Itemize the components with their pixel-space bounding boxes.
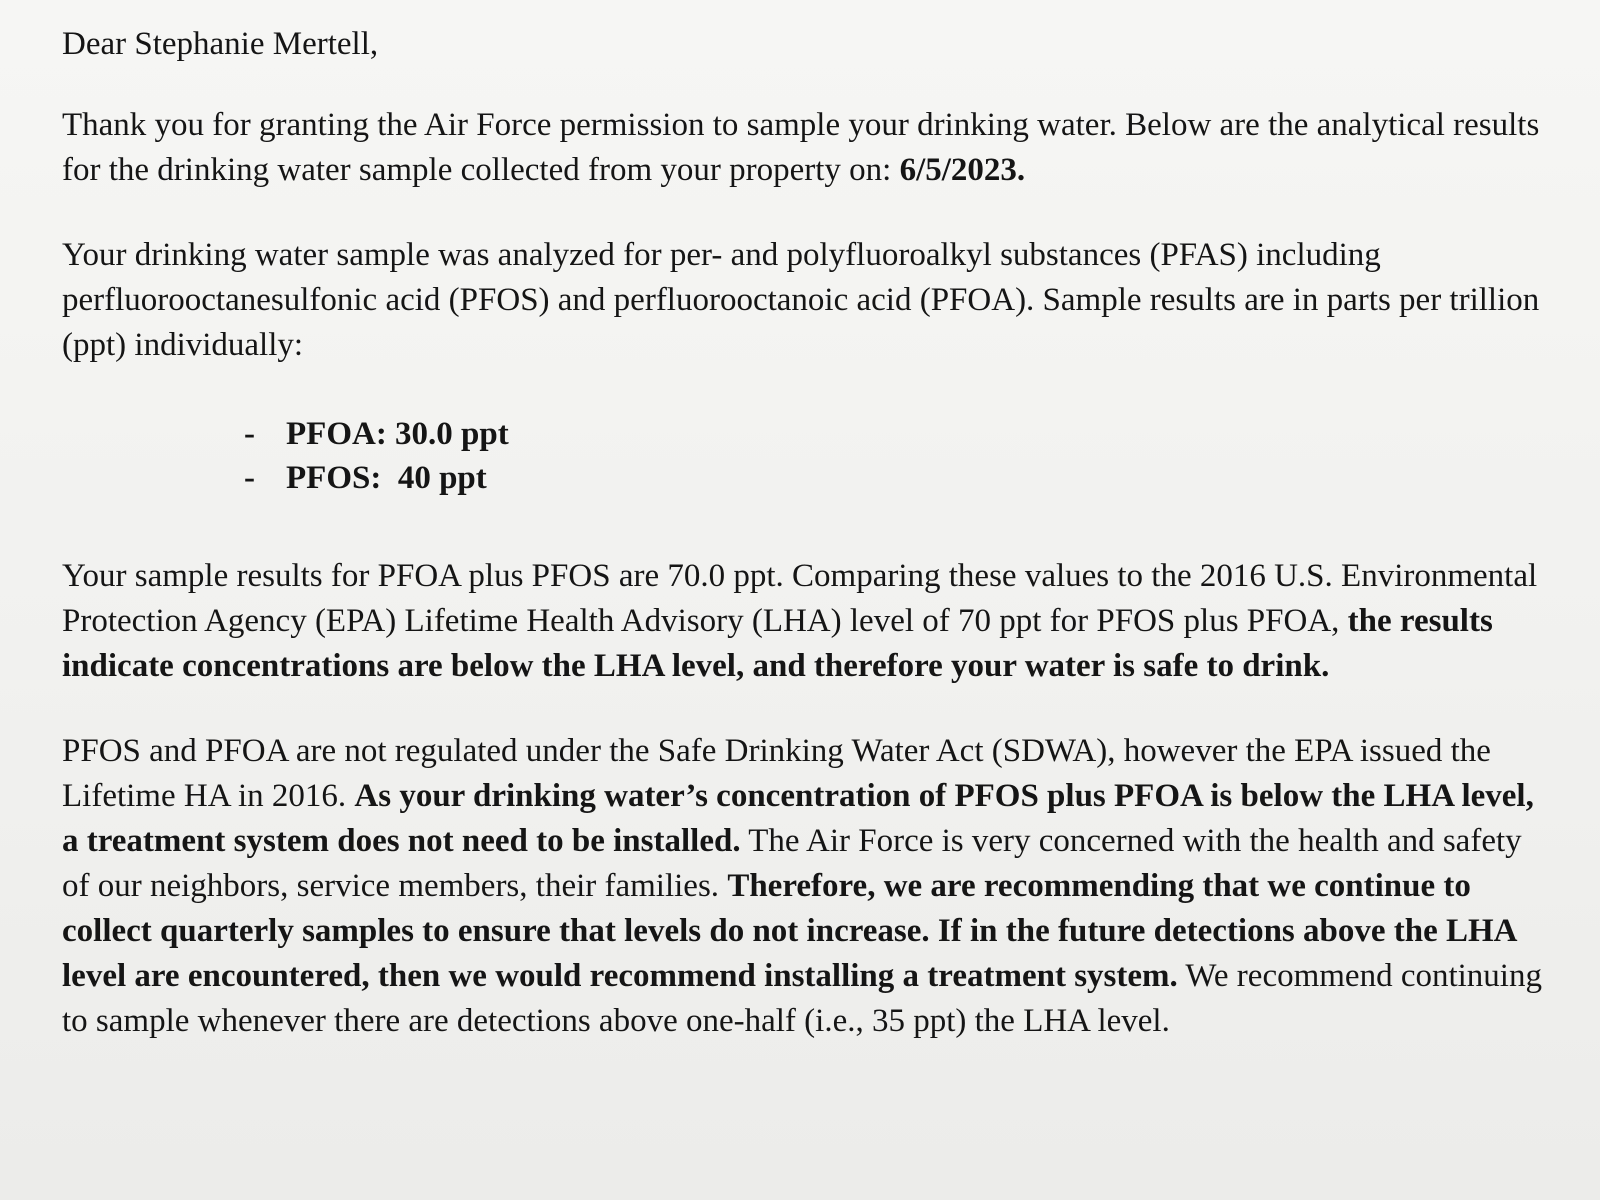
intro-paragraph	[62, 103, 1552, 193]
analysis-paragraph: Your drinking water sample was analyzed for per- and polyfluoroalkyl substances (PFAS) including perfluorooctanesulfonic acid (PFOS) and perfluorooctanoic acid (PFOA). Sample results are in parts per trillion (ppt) individually:	[62, 237, 1540, 363]
regulation-emphasis-2: Therefore, we are recommending that we continue to collect quarterly samples to ensure that levels do not increase. If in the future detections above the LHA level are encountered, then we would recommend installing a treatment system.	[62, 868, 1516, 994]
regulation-paragraph	[62, 729, 1552, 1044]
comparison-paragraph	[62, 554, 1552, 689]
salutation: Dear Stephanie Mertell,	[62, 26, 379, 62]
result-item-pfos	[244, 456, 1552, 500]
results-list	[62, 412, 1552, 500]
result-text: PFOA: 30.0 ppt	[286, 416, 509, 452]
regulation-text-3: We recommend continuing to sample whenever there are detections above one-half (i.e., 35 ppt) the LHA level.	[62, 958, 1542, 1039]
comparison-text: Your sample results for PFOA plus PFOS are 70.0 ppt. Comparing these values to the 2016 U.S. Environmental Protection Agency (EPA) Lifetime Health Advisory (LHA) level of 70 ppt for PFOS plus PFOA,	[62, 558, 1538, 639]
result-text: PFOS: 40 ppt	[286, 460, 487, 496]
comparison-conclusion: the results indicate concentrations are below the LHA level, and therefore your water is safe to drink.	[62, 603, 1493, 684]
regulation-text-2: The Air Force is very concerned with the health and safety of our neighbors, service members, their families.	[62, 823, 1522, 904]
intro-text: Thank you for granting the Air Force permission to sample your drinking water. Below are the analytical results for the drinking water sample collected from your property on:	[62, 107, 1540, 188]
result-item-pfoa	[244, 412, 1552, 456]
regulation-emphasis-1: As your drinking water’s concentration of PFOS plus PFOA is below the LHA level, a treatment system does not need to be installed.	[62, 778, 1534, 859]
sample-date: 6/5/2023.	[899, 152, 1026, 188]
bullet-dash: -	[244, 416, 255, 452]
letter-body	[62, 22, 1552, 1084]
bullet-dash: -	[244, 460, 255, 496]
regulation-text-1: PFOS and PFOA are not regulated under the Safe Drinking Water Act (SDWA), however the EPA issued the Lifetime HA in 2016.	[62, 733, 1491, 814]
